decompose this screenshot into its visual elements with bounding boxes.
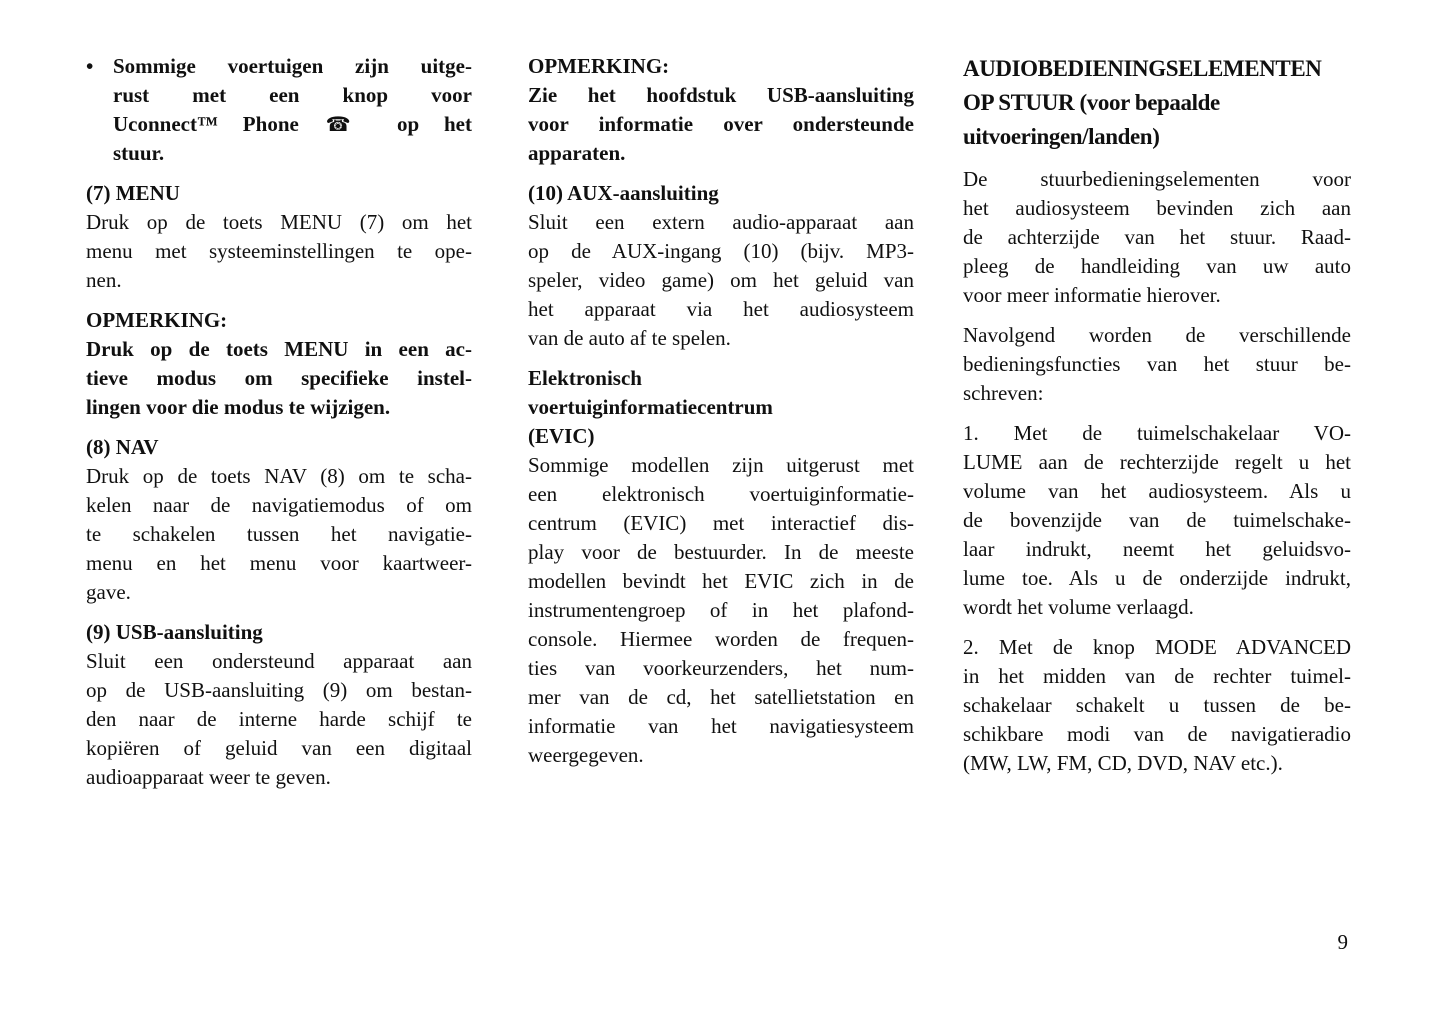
text-line: kopiëren of geluid van een digitaal — [86, 736, 472, 760]
text-line: te schakelen tussen het navigatie- — [86, 522, 472, 546]
text-line: de bovenzijde van de tuimelschake- — [963, 508, 1351, 532]
text-line: schikbare modi van de navigatieradio — [963, 722, 1351, 746]
text-line: stuur. — [113, 141, 165, 165]
paragraph — [86, 647, 472, 792]
text-line: wordt het volume verlaagd. — [963, 595, 1194, 619]
heading — [528, 179, 914, 208]
text-line: (EVIC) — [528, 424, 595, 448]
text-line: centrum (EVIC) met interactief dis- — [528, 511, 914, 535]
text-line: gave. — [86, 580, 131, 604]
text-line: mer van de cd, het satellietstation en — [528, 685, 914, 709]
text-line: Druk op de toets MENU in een ac- — [86, 337, 472, 361]
text-line: laar indrukt, neemt het geluidsvo- — [963, 537, 1351, 561]
text-line: AUDIOBEDIENINGSELEMENTEN — [963, 56, 1322, 81]
text-line: schakelaar schakelt u tussen de be- — [963, 693, 1351, 717]
text-line: Sluit een ondersteund apparaat aan — [86, 649, 472, 673]
text-line: voor meer informatie hierover. — [963, 283, 1221, 307]
text-line: OPMERKING: — [528, 54, 670, 78]
text-line: (10) AUX-aansluiting — [528, 181, 719, 205]
text-line: op de AUX-ingang (10) (bijv. MP3- — [528, 239, 914, 263]
text-line: (9) USB-aansluiting — [86, 620, 263, 644]
heading — [528, 364, 914, 451]
text-line: (8) NAV — [86, 435, 159, 459]
text-line: Elektronisch — [528, 366, 642, 390]
text-line: OPMERKING: — [86, 308, 228, 332]
heading — [963, 52, 1351, 154]
heading — [86, 433, 472, 462]
text-line: Zie het hoofdstuk USB-aansluiting — [528, 83, 914, 107]
heading — [86, 618, 472, 647]
text-line: op de USB-aansluiting (9) om bestan- — [86, 678, 472, 702]
text-line: menu met systeeminstellingen te ope- — [86, 239, 472, 263]
text-line: uitvoeringen/landen) — [963, 124, 1160, 149]
text-line: rust met een knop voor — [113, 83, 472, 107]
text-line: de achterzijde van het stuur. Raad- — [963, 225, 1351, 249]
heading — [528, 52, 914, 81]
text-line: lume toe. Als u de onderzijde indrukt, — [963, 566, 1351, 590]
text-line: Sluit een extern audio-apparaat aan — [528, 210, 914, 234]
text-line: play voor de bestuurder. In de meeste — [528, 540, 914, 564]
text-line: nen. — [86, 268, 122, 292]
paragraph — [963, 321, 1351, 408]
paragraph — [86, 335, 472, 422]
text-line: den naar de interne harde schijf te — [86, 707, 472, 731]
text-line: van de auto af te spelen. — [528, 326, 731, 350]
text-line: kelen naar de navigatiemodus of om — [86, 493, 472, 517]
page-number: 9 — [1337, 930, 1348, 954]
phone-icon: ☎ — [325, 112, 371, 136]
text-line: 2. Met de knop MODE ADVANCED — [963, 635, 1351, 659]
paragraph — [963, 633, 1351, 778]
text-line: lingen voor die modus te wijzigen. — [86, 395, 391, 419]
column-1 — [86, 52, 472, 792]
bullet-marker: • — [86, 54, 94, 78]
paragraph — [963, 165, 1351, 310]
text-line: informatie van het navigatiesysteem — [528, 714, 914, 738]
text-line: in het midden van de rechter tuimel- — [963, 664, 1351, 688]
text-line: (7) MENU — [86, 181, 180, 205]
text-line: OP STUUR (voor bepaalde — [963, 90, 1220, 115]
text-line: instrumentengroep of in het plafond- — [528, 598, 914, 622]
text-line: Druk op de toets NAV (8) om te scha- — [86, 464, 472, 488]
text-line: een elektronisch voertuiginformatie- — [528, 482, 914, 506]
text-line: apparaten. — [528, 141, 626, 165]
text-line: Druk op de toets MENU (7) om het — [86, 210, 472, 234]
text-line: Navolgend worden de verschillende — [963, 323, 1351, 347]
paragraph — [528, 451, 914, 770]
text-line: Uconnect™ Phone ☎ op het — [113, 112, 472, 136]
text-line: Sommige voertuigen zijn uitge- — [113, 54, 472, 78]
text-line: (MW, LW, FM, CD, DVD, NAV etc.). — [963, 751, 1283, 775]
paragraph — [528, 81, 914, 168]
text-line: voor informatie over ondersteunde — [528, 112, 914, 136]
heading — [86, 306, 472, 335]
bullet-item — [86, 52, 472, 168]
heading — [86, 179, 472, 208]
text-line: audioapparaat weer te geven. — [86, 765, 331, 789]
text-line: menu en het menu voor kaartweer- — [86, 551, 472, 575]
text-line: het audiosysteem bevinden zich aan — [963, 196, 1351, 220]
text-line: tieve modus om specifieke instel- — [86, 366, 472, 390]
text-line: voertuiginformatiecentrum — [528, 395, 773, 419]
paragraph — [528, 208, 914, 353]
text-line: console. Hiermee worden de frequen- — [528, 627, 914, 651]
text-line: volume van het audiosysteem. Als u — [963, 479, 1351, 503]
paragraph — [86, 208, 472, 295]
paragraph — [963, 419, 1351, 622]
column-2 — [528, 52, 914, 770]
text-line: bedieningsfuncties van het stuur be- — [963, 352, 1351, 376]
text-line: ties van voorkeurzenders, het num- — [528, 656, 914, 680]
text-line: speler, video game) om het geluid van — [528, 268, 914, 292]
paragraph — [86, 462, 472, 607]
text-line: LUME aan de rechterzijde regelt u het — [963, 450, 1351, 474]
text-line: De stuurbedieningselementen voor — [963, 167, 1351, 191]
text-line: modellen bevindt het EVIC zich in de — [528, 569, 914, 593]
text-line: schreven: — [963, 381, 1044, 405]
text-line: pleeg de handleiding van uw auto — [963, 254, 1351, 278]
text-line: 1. Met de tuimelschakelaar VO- — [963, 421, 1351, 445]
text-line: weergegeven. — [528, 743, 644, 767]
column-3 — [963, 52, 1351, 778]
text-line: het apparaat via het audiosysteem — [528, 297, 914, 321]
text-line: Sommige modellen zijn uitgerust met — [528, 453, 914, 477]
